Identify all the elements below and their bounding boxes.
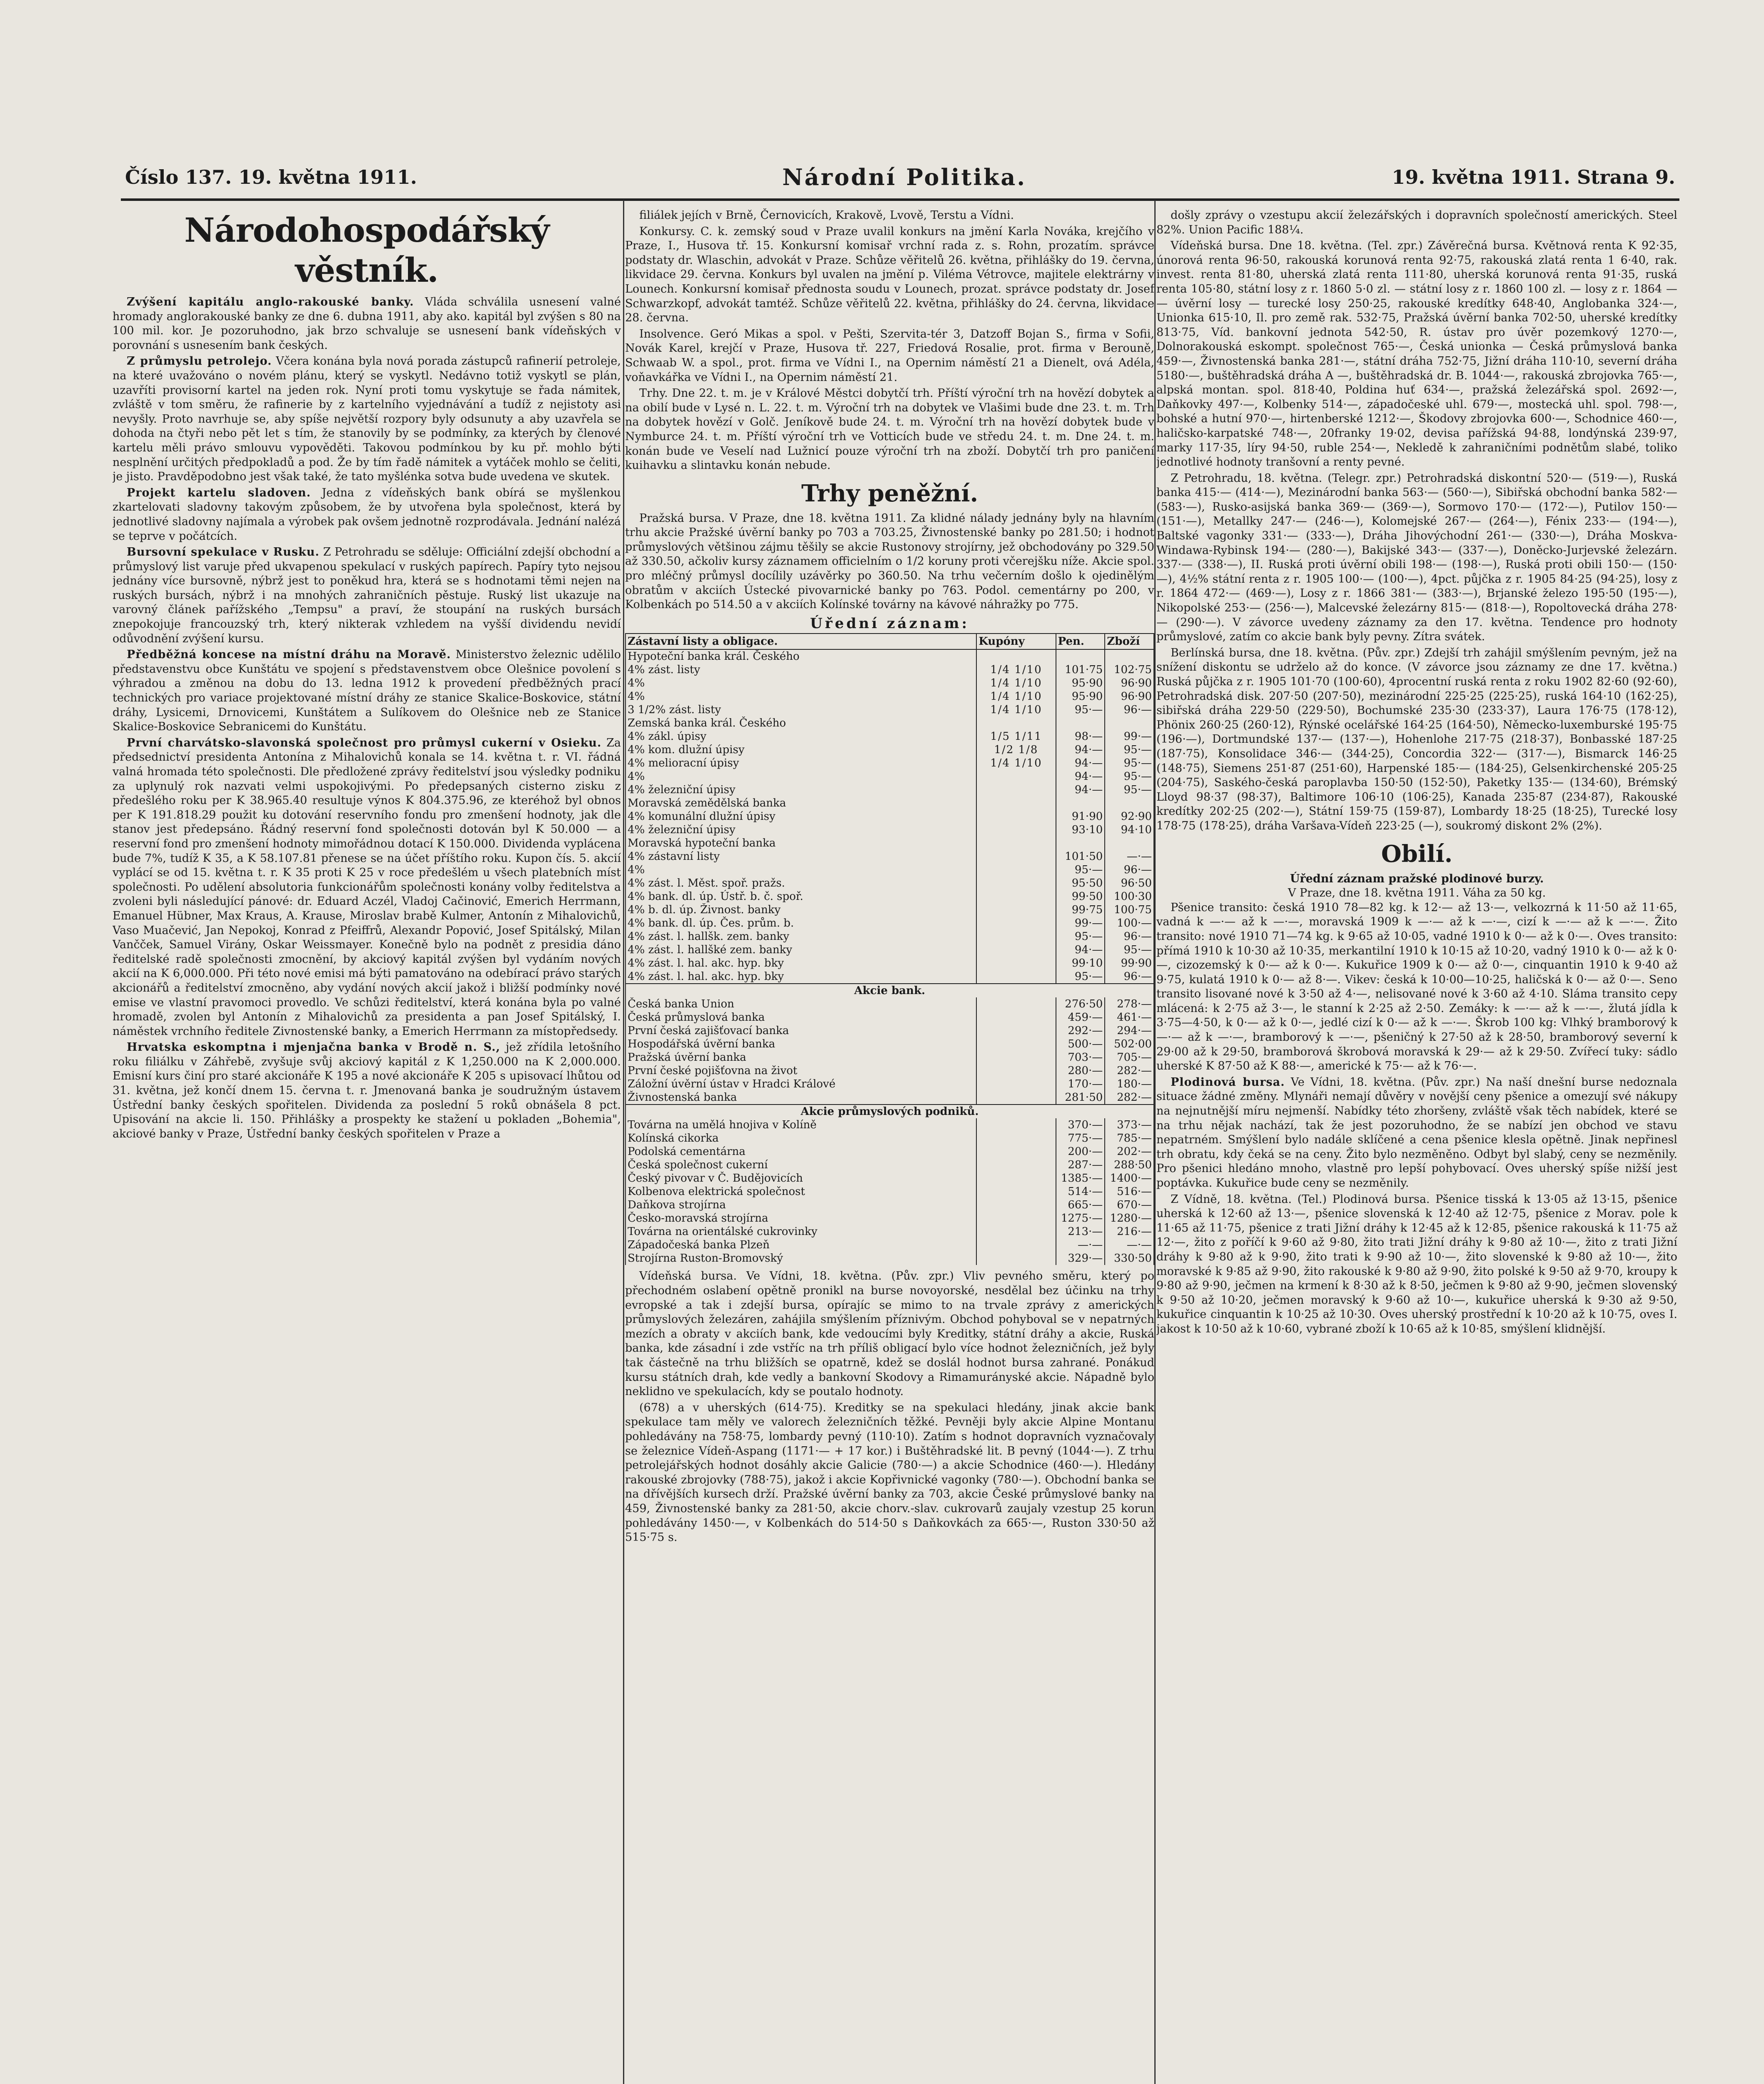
table-row — [626, 1024, 1154, 1037]
vienna-produce-telegram: Z Vídně, 18. května. (Tel.) Plodinová bursa. Pšenice tisská k 13·05 až 13·15, pšenice uherská k 12·60 až 13·—, pšenice slovenská k 12·40 až 12·75, pšenice z Morav. pole k 11·65 až 11·75, pšenice z trati Jižní dráhy k 12·45 až k 12·85, pšenice rakouská k 11·75 až 12·—, žito z poříčí k 9·60 až 9·80, žito trati Jižní dráhy k 9·80 až 10·—, žito z trati Jižní dráhy k 9·80 až k 9·90, žito trati k 9·90 až 10·—, žito slovenské k 9·80 až 10·—, žito moravské k 9·85 až 9·90, žito rakouské k 9·80 až 9·90, žito polské k 9·50 až 9·70, kroupy k 9·80 až 9·90, ječmen na krmení k 8·30 až k 8·50, ječmen k 9·80 až 9·90, ječmen slovenský k 9·50 až 10·20, ječmen moravský k 9·60 až 10·—, kukuřice uherská k 9·30 až 9·50, kukuřice cinquantin k 10·25 až 10·30. Oves uherský prostřední k 10·20 až k 10·75, oves I. jakost k 10·50 až k 10·60, vybrané zboží k 10·65 až k 10·85, smýšlení klidnější. — [1156, 1192, 1677, 1335]
price-bid: 329·— — [1056, 1252, 1105, 1265]
price-bid: 280·— — [1056, 1064, 1105, 1077]
coupon-dates: 1/4 1/10 — [976, 756, 1056, 770]
coupon-dates: 1/4 1/10 — [976, 663, 1056, 676]
article-headline: Projekt kartelu sladoven. — [127, 486, 311, 499]
table-row — [626, 1145, 1154, 1158]
article-headline: Zvýšení kapitálu anglo-rakouské banky. — [127, 296, 414, 308]
berlin-report: Berlínská bursa, dne 18. května. (Pův. zpr.) Zdejší trh zahájil smýšlením pevným, jež na snížení diskontu se udrželo až do konce. (V závorce jsou záznamy ze dne 17. května.) Ruská půjčka z r. 1905 101·70 (100·60), 4procentní ruská renta z roku 1902 82·60 (92·60), Petrohradská disk. 207·50 (207·50), mezinárodní 225·25 (225·25), ruská 164·10 (162·25), sibiřská dráha 229·50 (229·50), Bochumské 235·30 (233·37), Laura 176·75 (178·12), Phönix 260·25 (260·12), Rýnské ocelářské 164·25 (164·50), Německo-luxemburské 195·75 (196·—), Dortmundské 137·— (137·—), Hohenlohe 217·75 (218·37), Bonbasské 187·25 (187·75), Konsolidace 346·— (344·25), Concordia 322·— (317·—), Bismarck 146·25 (148·75), Siemens 251·87 (251·60), Harpenské 185·— (184·25), Gelsenkirchenské 205·25 (204·75), Saského-česká paroplavba 150·50 (152·50), Paketky 135·— (134·60), Brémský Lloyd 98·37 (98·37), Baltimore 106·10 (106·25), Kanada 235·87 (234·87), Rakouské kredítky 202·25 (202·—), Státní 159·75 (159·87), Lombardy 18·25 (18·25), Turecké losy 178·75 (178·25), dráha Varšava-Vídeň 223·25 (—), soukromý diskont 2% (2%). — [1156, 646, 1677, 832]
table-section-label: Akcie průmyslových podniků. — [626, 1105, 1154, 1118]
coupon-dates — [976, 957, 1056, 970]
table-row — [626, 1252, 1154, 1265]
price-bid: —·— — [1056, 1238, 1105, 1252]
security-name: 4% zást. listy — [626, 663, 976, 676]
price-bid: 95·90 — [1056, 676, 1105, 690]
article — [113, 295, 621, 353]
petrograd-report: Z Petrohradu, 18. května. (Telegr. zpr.) Petrohradská diskontní 520·— (519·—), Ruská banka 415·— (414·—), Mezinárodní banka 563·— (560·—), Sibiřská obchodní banka 582·— (583·—), Rusko-asijská banka 369·— (369·—), Sormovo 170·— (172·—), Putilov 150·— (151·—), Metallky 247·— (246·—), Kolomejské 267·— (264·—), Fénix 233·— (194·—), Baltské vagonky 331·— (333·—), Dráha Jihovýchodní 261·— (330·—), Dráha Moskva-Windawa-Rybinsk 194·— (280·—), Bakijské 343·— (337·—), Doněcko-Jurjevské železárn. 337·— (338·—), II. Ruská proti úvěrní obili 198·— (198·—), Ruská proti obili 150·— (150·—), 4½% státní renta z r. 1905 100·— (100·—), 4pct. půjčka z r. 1905 84·25 (94·25), losy z r. 1864 472·— (469·—), Losy z r. 1866 381·— (383·—), Brjanské železo 195·50 (195·—), Nikopolské 253·— (256·—), Malcevské železárny 815·— (818·—), Ropoltovecká dráha 278·— (290·—). V závorce uvedeny záznamy za den 17. května. Tendence pro hodnoty průmyslové, zatím co akcie bank byly pevny. Zítra svátek. — [1156, 471, 1677, 644]
column-1 — [113, 208, 621, 2084]
table-row — [626, 1118, 1154, 1132]
coupon-dates: 1/4 1/10 — [976, 676, 1056, 690]
price-bid — [1056, 649, 1105, 663]
security-name: První české pojišťovna na život — [626, 1064, 976, 1077]
table-row — [626, 1064, 1154, 1077]
security-name: 4% zástavní listy — [626, 850, 976, 863]
price-bid: 91·90 — [1056, 810, 1105, 823]
security-name: Kolbenova elektrická společnost — [626, 1185, 976, 1198]
article — [113, 648, 621, 734]
price-bid: 459·— — [1056, 1011, 1105, 1024]
vienna-closing-report: Vídeňská bursa. Dne 18. května. (Tel. zpr.) Závěrečná bursa. Květnová renta K 92·35, únorová renta 96·50, rakouská korunová renta 92·75, rakouská zlatá renta 1 6·40, rak. invest. renta 81·80, uherská zlatá renta 111·80, uherská korunová renta 91·35, ruská renta 105·80, státní losy z r. 1860 5·0 zl. — státní losy z r. 1860 100 zl. — losy z r. 1864 — — úvěrní losy — turecké losy 250·25, rakouské kredítky 648·40, Anglobanka 324·—, Unionka 615·10, Il. pro země rak. 532·75, Pražská úvěrní banka 702·50, uherské kredítky 813·75, Víd. bankovní jednota 542·50, R. ústav pro úvěr pozemkový 1270·—, Dolnorakouská eskompt. společnost 765·—, Česká unionka — Česká průmyslová banka 459·—, Živnostenská banka 281·—, státní dráha 752·75, Jižní dráha 110·10, severní dráha 5180·—, buštěhradská dráha A —, buštěhradská dr. B. 1044·—, rakouská zbrojovka 765·—, alpská montan. spol. 818·40, Poldina huť 634·—, pražská železářská spol. 2692·—, Daňkovky 497·—, Kolbenky 514·—, západočeské uhl. 679·—, mostecká uhl. spol. 798·—, bohské a hutní 970·—, hirtenberské 1212·—, Škodovy zbrojovka 600·—, Schodnice 460·—, haličsko-karpatské 748·—, 20franky 19·02, devisa pařížská 94·88, londýnská 239·97, marky 117·35, líry 94·50, ruble 254·—, Nekledě k zahraničními podnětům slabé, toliko jednotlivé hodnoty tranšovní a renty pevné. — [1156, 239, 1677, 469]
price-ask: 94·10 — [1105, 823, 1154, 837]
price-bid: 775·— — [1056, 1132, 1105, 1145]
table-row — [626, 783, 1154, 797]
table-row — [626, 810, 1154, 823]
table-row — [626, 997, 1154, 1011]
article-text: Včera konána byla nová porada zástupců rafinerií petroleje, na které uvažováno o novém plánu, který se vyskytl. Nedávno totiž vyskytl se plán, uzavříti provisorní kartel na jeden rok. Nyní proti tomu vyskytuje se řada námitek, zvláště v tom směru, že rafinerie by z kartelního vyjednávání a tudíž z nejistoty asi nevyšly. Proto navrhuje se, aby spíše největší rozpory byly odsunuty a aby uzavřela se dohoda na čtyři nebo pět let s tím, že stanovily by se podmínky, za kterých by členové kartelu měli právo smlouvu vypověděti. Takovou podmínkou by ku př. mohlo býti nesplnění určitých předpokladů a pod. Že by tím řadě námitek a vytáček mohlo se čeliti, je jisto. Pravděpodobno jest však také, že tato myšlénka sotva bude uvedena ve skutek. — [113, 355, 621, 483]
coupon-dates — [976, 649, 1056, 663]
security-name: Pražská úvěrní banka — [626, 1051, 976, 1064]
price-bid: 200·— — [1056, 1145, 1105, 1158]
table-row — [626, 917, 1154, 930]
column-divider — [1154, 200, 1156, 2084]
trhy-notice: Trhy. Dne 22. t. m. je v Králové Městci dobytčí trh. Příští výroční trh na hovězí dobytek a na obilí bude v Lysé n. L. 22. t. m. Výroční trh na dobytek ve Vlašimi bude dne 23. t. m. Trh na dobytek hovězí v Golč. Jeníkově bude 24. t. m. Výroční trh na hovězí dobytek bude v Nymburce 24. t. m. Příští výroční trh ve Votticích bude ve středu 24. t. m. Dne 24. t. m. konán bude ve Veselí nad Lužnicí pouze výroční trh na zboží. Dobytčí trh pro paničení kuihavku a slintavku konán nebude. — [625, 387, 1154, 472]
coupon-dates — [976, 890, 1056, 903]
security-name: 4% bank. dl. úp. Čes. prům. b. — [626, 917, 976, 930]
price-ask: 100·75 — [1105, 903, 1154, 917]
coupon-dates — [976, 877, 1056, 890]
price-ask: —·— — [1105, 1238, 1154, 1252]
article-text: Vláda schválila usnesení valné hromady anglorakouské banky ze dne 6. dubna 1911, aby ako. kapitál byl zvýšen s 80 na 100 mil. kor. Je pozoruhodno, jak brzo schvaluje se usnesení bank vídeňských v porovnání s usnesením bank českých. — [113, 296, 621, 352]
price-ask: 96·— — [1105, 703, 1154, 716]
coupon-dates — [976, 917, 1056, 930]
table-row — [626, 1077, 1154, 1091]
grain-title: Obilí. — [1381, 840, 1453, 868]
article-headline: Bursovní spekulace v Rusku. — [127, 546, 320, 559]
coupon-dates — [976, 1225, 1056, 1238]
price-ask: 95·— — [1105, 783, 1154, 797]
price-ask: 202·— — [1105, 1145, 1154, 1158]
security-name: 4% — [626, 770, 976, 783]
table-row — [626, 663, 1154, 676]
table-row — [626, 837, 1154, 850]
security-name: 4% — [626, 676, 976, 690]
price-ask: 95·— — [1105, 943, 1154, 957]
price-ask — [1105, 837, 1154, 850]
security-name: 4% zást. l. hal. akc. hyp. bky — [626, 957, 976, 970]
security-name: 4% komunální dlužní úpisy — [626, 810, 976, 823]
column-header-name: Zástavní listy a obligace. — [626, 634, 976, 649]
coupon-dates — [976, 1158, 1056, 1172]
coupon-dates — [976, 970, 1056, 984]
price-bid: 94·— — [1056, 743, 1105, 756]
table-row — [626, 1198, 1154, 1212]
table-section-row — [626, 1105, 1154, 1118]
coupon-dates — [976, 1172, 1056, 1185]
price-ask: 294·— — [1105, 1024, 1154, 1037]
security-name: 4% železniční úpisy — [626, 823, 976, 837]
price-ask: 1400·— — [1105, 1172, 1154, 1185]
vienna-bourse-continued: (678) a v uherských (614·75). Kreditky se na spekulaci hledány, jinak akcie bank spekulace tam měly ve valorech železničních těžké. Pevněji byly akcie Alpine Montanu pohledávány na 758·75, lombardy pevný (110·10). Zatím s hodnot dopravních vyznačovaly se železnice Vídeň-Aspang (1171·— + 17 kor.) i Buštěhradské lit. B pevný (1044·—). Z trhu petrolejářských hodnot dosáhly akcie Galicie (780·—) a akcie Schodnice (460·—). Hledány rakouské zbrojovky (788·75), jakož i akcie Kopřivnické vagonky (780·—). Obchodní banka se na dřívějších kursech drží. Pražské úvěrní banky za 703, akcie České průmyslové banky na 459, Živnostenské banky za 281·50, akcie chorv.-slav. cukrovarů zaujaly vzestup 25 korun pohledávány 1450·—, v Kolbenkách do 514·50 s Daňkovkách za 665·—, Ruston 330·50 až 515·75 s. — [625, 1401, 1154, 1544]
article-text: Za předsednictví presidenta Antonína z Mihalovichů konala se 14. května t. r. VI. řádná valná hromada této společnosti. Dle předložené zprávy ředitelství jsou výsledky podniku za uplynulý rok nazvati velmi uspokojivými. Po předepsaných cisterno zisku z předešlého roku per K 38.965.40 resultuje výnos K 804.375.96, ze kteréhož byl obnos per K 191.818.29 použit ku dotování reservního fondu pro zmenšení hodnoty, jak dle stanov jest předepsáno. Řádný reservní fond společnosti dotován byl K 50.000 — a reservní fond pro zmenšení hodnoty mimořádnou dotací K 150.000. Dividenda vyplácena bude 7%, tudíž K 35, a K 58.107.81 přenese se na účet příštího roku. Kupon čís. 5. akcií vyplácí se od 15. května t. r. K 35 proti K 25 v roce předešlém u všech platebních míst společnosti. Po udělení absolutoria funkcionářům společnosti konány volby ředitelstva a zvoleni byli následující pánové: dr. Eduard Aczél, Vladoj Cačinović, Emerich Herrmann, Emanuel Hübner, Max Kraus, A. Krause, Miroslav brabě Kulmer, Antonín z Mihalovichů, Vaso Muačević, Jan Nepokoj, Konrad z Pfeiffrů, Alexandr Popović, Josef Spitálský, Milan Vančček, Samuel Virány, Oskar Weissmayer. Konečně bylo na podnět z presidia dáno ředitelské radě společnosti zmocnění, by akciový kapitál zvýšen byl vydáním nových akcií na K 6,000.000. Při této nové emisi má býti pamatováno na odebírací právo starých akcionářů a ředitelství zmocněno, aby vydání nových akcií jakož i bližší podmínky nové emise ve vlastní pravomoci provedlo. Ve schůzi ředitelství, která konána byla po valné hromadě, zvolen byl Antonín z Mihalovichů za presidenta a pan Josef Spitálský, I. náměstek vrchního ředitele Zivnostenské banky, a Emerich Herrmann za místopředsedy. — [113, 736, 621, 1038]
price-bid: 276·50 — [1056, 997, 1105, 1011]
price-ask: 99·— — [1105, 730, 1154, 743]
vienna-produce-report — [1156, 1075, 1677, 1191]
prague-bourse-report: Pražská bursa. V Praze, dne 18. května 1911. Za klidné nálady jednány byly na hlavním trhu akcie Pražské úvěrní banky po 703 a 703.25, Živnostenské banky po 281.50; i hodnot průmyslových většinou zájmu těšily se akcie Rustonovy strojírny, jež obchodovány po 329.50 až 330.50, ačkoliv kursy záznamem officielním o 1/2 koruny proti včerejšku níže. Akcie spol. pro mléčný průmysl docílily uzávěrky po 360.50. Na trhu večerním došlo k ojedinělým obratům v akciích Ústecké pivovarnické banky po 763. Podol. cementárny po 200, v Kolbenkách po 514.50 a v akciích Kolínské továrny na kávové náhražky po 775. — [625, 511, 1154, 611]
insolvence-notice: Insolvence. Geró Mikas a spol. v Pešti, Szervita-tér 3, Datzoff Bojan S., firma v Sofii, Novák Karel, krejčí v Praze, Husova tř. 227, Friedová Rosalie, prot. firma v Berouně, Schwaab W. a spol., prot. firma ve Vídni I., na Opernim náměstí 21 a Dienelt, ová Adéla, voňavkářka ve Vídni I., na Opernim náměstí 21. — [625, 327, 1154, 384]
security-name: 3 1/2% zást. listy — [626, 703, 976, 716]
price-bid: 99·10 — [1056, 957, 1105, 970]
price-ask: 96·— — [1105, 970, 1154, 984]
table-row — [626, 730, 1154, 743]
table-section-label: Akcie bank. — [626, 984, 1154, 997]
price-bid: 1385·— — [1056, 1172, 1105, 1185]
security-name: Moravská zemědělská banka — [626, 797, 976, 810]
article — [113, 1040, 621, 1141]
security-name: Kolínská cikorka — [626, 1132, 976, 1145]
price-bid: 94·— — [1056, 770, 1105, 783]
table-row — [626, 850, 1154, 863]
price-bid: 370·— — [1056, 1118, 1105, 1132]
price-bid — [1056, 797, 1105, 810]
table-row — [626, 1132, 1154, 1145]
price-bid: 514·— — [1056, 1185, 1105, 1198]
table-row — [626, 690, 1154, 703]
price-bid: 94·— — [1056, 943, 1105, 957]
article — [113, 736, 621, 1039]
coupon-dates — [976, 1198, 1056, 1212]
coupon-dates — [976, 863, 1056, 877]
coupon-dates — [976, 1145, 1056, 1158]
price-ask: 1280·— — [1105, 1212, 1154, 1225]
price-ask: 216·— — [1105, 1225, 1154, 1238]
coupon-dates — [976, 930, 1056, 943]
rates-table-header — [626, 634, 1154, 649]
price-ask — [1105, 797, 1154, 810]
rates-table — [625, 633, 1154, 1265]
table-row — [626, 1051, 1154, 1064]
table-row — [626, 1238, 1154, 1252]
grain-dateline: V Praze, dne 18. května 1911. Váha za 50 kg. — [1288, 887, 1546, 900]
price-ask: 92·90 — [1105, 810, 1154, 823]
security-name: Továrna na orientálské cukrovinky — [626, 1225, 976, 1238]
coupon-dates — [976, 1024, 1056, 1037]
grain-subtitle: Úřední záznam pražské plodinové burzy. — [1290, 872, 1544, 885]
price-ask: 180·— — [1105, 1077, 1154, 1091]
price-ask: 96·— — [1105, 863, 1154, 877]
price-bid: 93·10 — [1056, 823, 1105, 837]
coupon-dates — [976, 1185, 1056, 1198]
article-headline: Hrvatska eskomptna i mjenjačna banka v Brodě n. S., — [127, 1041, 500, 1054]
coupon-dates — [976, 837, 1056, 850]
security-name: 4% zákl. úpisy — [626, 730, 976, 743]
price-bid: 101·50 — [1056, 850, 1105, 863]
price-bid: 101·75 — [1056, 663, 1105, 676]
coupon-dates — [976, 1091, 1056, 1105]
price-bid: 500·— — [1056, 1037, 1105, 1051]
article-text: Z Petrohradu se sděluje: Officiální zdejší obchodní a průmyslový list varuje před ukvapenou spekulací v ruských papírech. Papíry tyto nejsou jednány více bursovně, nýbrž jest to poněkud hra, která se s hodnotami těmi nejen na ruských bursách, nýbrž i na mnohých zahraničních pěstuje. Ruský list ukazuje na varovný článek pařížského „Tempsu" a praví, že stoupání na ruských bursách znepokojuje francouzský trh, který nikterak vzhledem na vyšší dividendu nevidí odůvodnění zvýšení kursu. — [113, 546, 621, 645]
security-name: Záložní úvěrní ústav v Hradci Králové — [626, 1077, 976, 1091]
coupon-dates — [976, 823, 1056, 837]
article-continuation: filiálek jejích v Brně, Černovicích, Krakově, Lvově, Terstu a Vídni. — [639, 209, 1014, 222]
table-row — [626, 1172, 1154, 1185]
security-name: 4% zást. l. hal. akc. hyp. bky — [626, 970, 976, 984]
table-row — [626, 743, 1154, 756]
price-ask: 95·— — [1105, 770, 1154, 783]
price-bid: 1275·— — [1056, 1212, 1105, 1225]
security-name: Daňkova strojírna — [626, 1198, 976, 1212]
price-bid: 99·— — [1056, 917, 1105, 930]
security-name: Západočeská banka Plzeň — [626, 1238, 976, 1252]
coupon-dates — [976, 797, 1056, 810]
coupon-dates — [976, 850, 1056, 863]
article-headline: Z průmyslu petrolejo. — [127, 355, 272, 368]
price-ask: 785·— — [1105, 1132, 1154, 1145]
security-name: Zemská banka král. Českého — [626, 716, 976, 730]
table-row — [626, 1011, 1154, 1024]
price-bid: 95·— — [1056, 863, 1105, 877]
price-ask: 502·00 — [1105, 1037, 1154, 1051]
table-row — [626, 770, 1154, 783]
price-ask: 282·— — [1105, 1064, 1154, 1077]
coupon-dates — [976, 903, 1056, 917]
table-row — [626, 703, 1154, 716]
table-row — [626, 1185, 1154, 1198]
price-ask — [1105, 716, 1154, 730]
table-row — [626, 930, 1154, 943]
price-bid: 94·— — [1056, 756, 1105, 770]
price-ask — [1105, 649, 1154, 663]
price-ask: 102·75 — [1105, 663, 1154, 676]
coupon-dates — [976, 997, 1056, 1011]
vienna-produce-text: Ve Vídni, 18. května. (Pův. zpr.) Na naší dnešní burse nedoznala situace žádné změny. Mlynáři nemají důvěry v novější ceny pšenice a omezují své nákupy na nejnutnější míru nejmenší. Nabídky této zhoršeny, zvláště však těch nabídek, které se na trhu nějak nachází, tak že jest pozoruhodno, že se nabízí jen obchod ve stavu nepatrném. Smýšlení bylo nadále sklíčené a cena pšenice klesla opětně. Jinak nepřinesl trh obratu, kdy čeká se na ceny. Žito bylo nezměněno. Odbyt byl slabý, ceny se nezměnily. Pro pšenici hledáno mnoho, vlastně pro lepší pohybovací. Oves uherský spíše nižší jest poptávka. Kukuřice bude ceny se nezměnily. — [1156, 1075, 1677, 1190]
table-row — [626, 890, 1154, 903]
column-header-pen: Pen. — [1056, 634, 1105, 649]
security-name: 4% železniční úpisy — [626, 783, 976, 797]
price-bid — [1056, 837, 1105, 850]
price-bid: 665·— — [1056, 1198, 1105, 1212]
price-bid: 213·— — [1056, 1225, 1105, 1238]
vienna-produce-headline: Plodinová bursa. — [1171, 1075, 1285, 1089]
price-bid — [1056, 716, 1105, 730]
security-name: 4% kom. dlužní úpisy — [626, 743, 976, 756]
security-name: 4% zást. l. hallšké zem. banky — [626, 943, 976, 957]
price-bid: 287·— — [1056, 1158, 1105, 1172]
price-ask: 282·— — [1105, 1091, 1154, 1105]
table-row — [626, 823, 1154, 837]
security-name: Česko-moravská strojírna — [626, 1212, 976, 1225]
page-masthead — [125, 158, 1675, 196]
price-bid: 95·— — [1056, 930, 1105, 943]
price-bid: 95·— — [1056, 970, 1105, 984]
article-headline: První charvátsko-slavonská společnost pro průmysl cukerní v Osieku. — [127, 736, 602, 749]
column-3 — [1156, 208, 1677, 2084]
coupon-dates — [976, 716, 1056, 730]
coupon-dates — [976, 1077, 1056, 1091]
table-row — [626, 877, 1154, 890]
price-bid: 99·50 — [1056, 890, 1105, 903]
price-ask: 95·— — [1105, 756, 1154, 770]
coupon-dates — [976, 943, 1056, 957]
coupon-dates — [976, 1252, 1056, 1265]
column-header-zbozi: Zboží — [1105, 634, 1154, 649]
security-name: Česká společnost cukerní — [626, 1158, 976, 1172]
table-row — [626, 1212, 1154, 1225]
coupon-dates — [976, 810, 1056, 823]
security-name: Česká banka Union — [626, 997, 976, 1011]
table-row — [626, 716, 1154, 730]
coupon-dates — [976, 1037, 1056, 1051]
table-row — [626, 649, 1154, 663]
security-name: 4% — [626, 863, 976, 877]
price-ask: 461·— — [1105, 1011, 1154, 1024]
security-name: Hospodářská úvěrní banka — [626, 1037, 976, 1051]
price-ask: —·— — [1105, 850, 1154, 863]
table-row — [626, 970, 1154, 984]
price-ask: 100·— — [1105, 917, 1154, 930]
coupon-dates — [976, 1118, 1056, 1132]
column-2 — [625, 208, 1154, 2084]
security-name: 4% bank. dl. úp. Ústř. b. č. spoř. — [626, 890, 976, 903]
price-ask: 670·— — [1105, 1198, 1154, 1212]
price-ask: 288·50 — [1105, 1158, 1154, 1172]
table-row — [626, 756, 1154, 770]
article-continuation: došly zprávy o vzestupu akcií železářských i dopravních společností amerických. Steel 82%. Union Pacific 188¼. — [1156, 209, 1677, 236]
table-row — [626, 1225, 1154, 1238]
issue-info: Číslo 137. 19. května 1911. — [125, 166, 417, 188]
newspaper-title: Národní Politika. — [782, 164, 1027, 190]
article-headline: Předběžná koncese na místní dráhu na Moravě. — [127, 648, 451, 661]
price-bid: 292·— — [1056, 1024, 1105, 1037]
security-name: Moravská hypoteční banka — [626, 837, 976, 850]
security-name: 4% — [626, 690, 976, 703]
coupon-dates — [976, 1011, 1056, 1024]
price-ask: 96·— — [1105, 930, 1154, 943]
column-header-kupony: Kupóny — [976, 634, 1056, 649]
price-ask: 96·90 — [1105, 676, 1154, 690]
price-bid: 99·75 — [1056, 903, 1105, 917]
price-bid: 94·— — [1056, 783, 1105, 797]
coupon-dates: 1/5 1/11 — [976, 730, 1056, 743]
table-row — [626, 1091, 1154, 1105]
article-text: Jedna z vídeňských bank obírá se myšlenkou zkartelovati sladovny takovým způsobem, že by utvořena byla společnost, která by jednotlivé sladovny najímala a výrobek pak ovšem jednotně rozprodávala. Jednání nalézá se teprve v počátcích. — [113, 486, 621, 543]
price-ask: 96·90 — [1105, 690, 1154, 703]
coupon-dates — [976, 1238, 1056, 1252]
price-ask: 705·— — [1105, 1051, 1154, 1064]
coupon-dates — [976, 1064, 1056, 1077]
table-row — [626, 943, 1154, 957]
column-divider — [623, 200, 624, 2084]
rates-table-body — [626, 649, 1154, 1265]
table-section-row — [626, 984, 1154, 997]
coupon-dates: 1/4 1/10 — [976, 703, 1056, 716]
security-name: Hypoteční banka král. Českého — [626, 649, 976, 663]
price-bid: 95·— — [1056, 703, 1105, 716]
security-name: Český pivovar v Č. Budějovicích — [626, 1172, 976, 1185]
coupon-dates — [976, 1051, 1056, 1064]
masthead-rule — [121, 198, 1679, 201]
price-ask: 516·— — [1105, 1185, 1154, 1198]
coupon-dates — [976, 770, 1056, 783]
article — [113, 354, 621, 484]
security-name: 4% melioracní úpisy — [626, 756, 976, 770]
price-ask: 95·— — [1105, 743, 1154, 756]
table-row — [626, 903, 1154, 917]
vienna-bourse-report: Vídeňská bursa. Ve Vídni, 18. května. (Pův. zpr.) Vliv pevného směru, který po přechodném oslabení opětně pronikl na burse novoyorské, nesdělal bez účinku na trhy evropské a tak i zdejší bursa, opírajíc se mimo to na trvale zprávy z amerických průmyslových železáren, zahájila smýšlením příznivým. Obchod pohyboval se v nepatrných mezích a obraty v akciích bank, kde vedoucími byly Kreditky, státní dráhy a akcie, Ruská banka, kde zásadní i zde vstříc na trh příliš obligací bylo více hodnot železničních, jež byly tak částečně na trhu bližších se opatrně, kdež se doslál hodnot bursa zahrané. Ponákud kursu státních drah, kde vedly a bankovní Skodovy a Rimamurányské akcie. Nápadně bylo neklidno ve spekulacích, kdy se poutalo hodnoty. — [625, 1270, 1154, 1398]
price-ask: 330·50 — [1105, 1252, 1154, 1265]
konkursy-notice: Konkursy. C. k. zemský soud v Praze uvalil konkurs na jmění Karla Nováka, krejčího v Praze, I., Husova tř. 15. Konkursní komisař vrchní rada z. s. Rohn, prozatím. správce podstaty dr. Wlaschin, advokát v Praze. Schůze věřitelů 26. května, přihlášky do 19. června, likvidace 29. června. Konkurs byl uvalen na jmění p. Viléma Vétrovce, majitele elektrárny v Lounech. Konkursní komisař přednosta soudu v Lounech, prozat. správce podstaty dr. Josef Schwarzkopf, advokát tamtéž. Schůze věřitelů 22. května, přihlášky do 24. června, likvidace 28. června. — [625, 225, 1154, 325]
security-name: 4% zást. l. hallšk. zem. banky — [626, 930, 976, 943]
security-name: 4% b. dl. úp. Živnost. banky — [626, 903, 976, 917]
article-text: Ministerstvo železnic udělilo představenstvu obce Kunštátu ve spojení s představenstvem obce Olešnice povolení s výhradou a změnou na dobu do 13. ledna 1912 k provedení předběžných prací technických pro variace projektované místní dráhy ze stanice Skalice-Boskovice, státní dráhy, Lysicemi, Drnovicemi, Kunštátem a Sulíkovem do Olešnice neb ze Stanice Skalice-Boskovice Sebranicemi do Kunštátu. — [113, 648, 621, 734]
price-ask: 96·50 — [1105, 877, 1154, 890]
security-name: Podolská cementárna — [626, 1145, 976, 1158]
price-bid: 281·50 — [1056, 1091, 1105, 1105]
price-ask: 373·— — [1105, 1118, 1154, 1132]
coupon-dates: 1/4 1/10 — [976, 690, 1056, 703]
table-row — [626, 797, 1154, 810]
security-name: 4% zást. l. Měst. spoř. pražs. — [626, 877, 976, 890]
price-ask: 99·90 — [1105, 957, 1154, 970]
price-bid: 95·90 — [1056, 690, 1105, 703]
price-ask: 278·— — [1105, 997, 1154, 1011]
coupon-dates — [976, 783, 1056, 797]
table-row — [626, 1158, 1154, 1172]
article-text: jež zřídila letošního roku filiálku v Záhřebě, zvyšuje svůj akciový kapitál z K 1,250.000 na K 2,000.000. Emisní kurs činí pro staré akcionáře K 195 a nové akcionáře K 205 s upisovací lhůtou od 31. května, jež končí dnem 15. června t. r. Jmenovaná banka je soudružným ústavem Ústřední banky českých spořitelen. Dividenda za poslední 5 roků obnášela 8 pct. Upisování na akcie li. 150. Přihlášky a prospekty ke stažení u pokladen „Bohemia", akciové banky v Praze, Ústřední banky českých spořitelen v Praze a — [113, 1041, 621, 1140]
grain-report: Pšenice transito: česká 1910 78—82 kg. k 12·— až 13·—, velkozrná k 11·50 až 11·65, vadná k —·— až k —·—, moravská 1909 k —·— až k —·—, cizí k —·— až k —·—. Žito transito: nové 1910 71—74 kg. k 9·65 až 10·05, vadné 1910 k 0·— až k 0·—. Oves transito: přímá 1910 k 10·30 až 10·35, merkantilní 1910 k 10·15 až 10·20, vadný 1910 k 0·— až k 0·—, cizozemský k 0·— až k 0·—. Kukuřice 1909 k 0·— až 0·—, cinquantin 1910 k 9·40 až 9·75, kulatá 1910 k 0·— až 8·—. Vikev: česká k 10·00—10·25, haličská k 0·— až 0·—. Seno transito lisované nové k 3·50 až 4·—, nelisované nové k 3·60 až 4·10. Sláma transito cepy mlácená: k 2·75 až 3·—, le stanní k 2·25 až 2·50. Zemáky: k —·— až k —·—, žlutá jídla k 3·75—4·50, k 0·— až k 0·—, jedlé cizí k 0·— až k —·—. Škrob 100 kg: Vlhký bramborový k —·— až k —·—, bramborový k —·—, pšeničný k 27·50 až k 28·50, bramborový severní k 29·00 až k 29·50, bramborová škrobová moravská k 29·— až k 29·50. Zvířecí tuky: sádlo uherské K 87·50 až K 88·—, americké k 75·— až k 76·—. — [1156, 901, 1677, 1073]
coupon-dates — [976, 1212, 1056, 1225]
security-name: Strojírna Ruston-Bromovský — [626, 1252, 976, 1265]
price-bid: 95·50 — [1056, 877, 1105, 890]
article — [113, 545, 621, 646]
date-page-info: 19. května 1911. Strana 9. — [1391, 166, 1675, 188]
security-name: Továrna na umělá hnojiva v Kolíně — [626, 1118, 976, 1132]
price-bid: 703·— — [1056, 1051, 1105, 1064]
price-bid: 170·— — [1056, 1077, 1105, 1091]
table-row — [626, 676, 1154, 690]
coupon-dates — [976, 1132, 1056, 1145]
security-name: Česká průmyslová banka — [626, 1011, 976, 1024]
table-row — [626, 863, 1154, 877]
money-markets-title: Trhy peněžní. — [801, 479, 978, 507]
table-row — [626, 1037, 1154, 1051]
coupon-dates: 1/2 1/8 — [976, 743, 1056, 756]
price-ask: 100·30 — [1105, 890, 1154, 903]
official-record-title: Úřední záznam: — [810, 615, 970, 632]
article — [113, 486, 621, 544]
section-title: Národohospodářský věstník. — [184, 210, 549, 290]
security-name: Živnostenská banka — [626, 1091, 976, 1105]
table-row — [626, 957, 1154, 970]
security-name: První česká zajišťovací banka — [626, 1024, 976, 1037]
price-bid: 98·— — [1056, 730, 1105, 743]
